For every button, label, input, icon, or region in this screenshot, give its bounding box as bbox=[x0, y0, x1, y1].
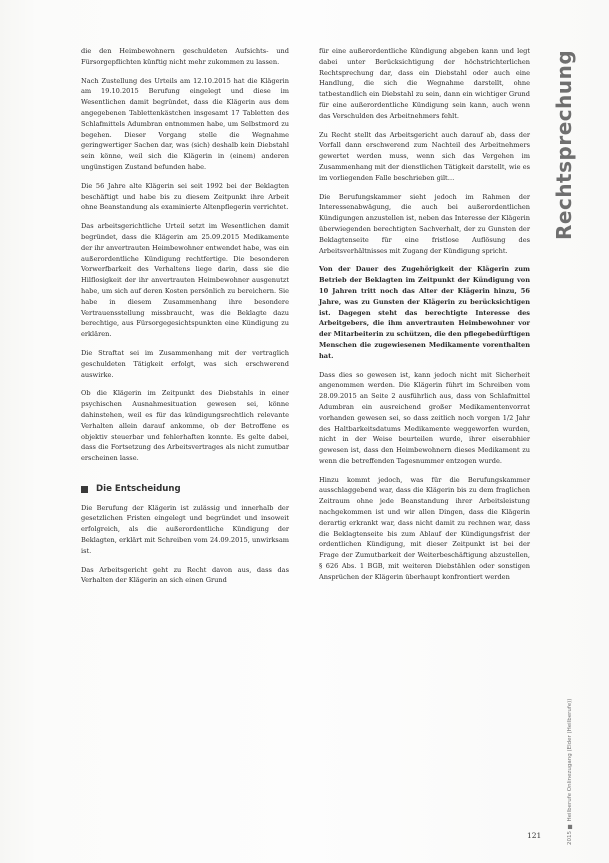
paragraph: für eine außerordentliche Kündigung abgeben kann und legt dabei unter Berücksichtigung der höchstrichterlichen Rechtsprechung dar, dass ein Diebstahl oder auch eine Handlung, die sich die Wegnahme darstellt, ohne tatbestandlich ein Diebstahl zu sein, dann ein wichtiger Grund für eine außerordentliche Kündigung sein kann, auch wenn das Verschulden des Arbeitnehmers fehlt. bbox=[319, 47, 530, 120]
paragraph: Ob die Klägerin im Zeitpunkt des Diebstahls in einer psychischen Ausnahmesituation gewesen sei, könne dahinstehen, weil es für das kündigungsrechtlich relevante Verhalten allein darauf ankomme, ob der Betroffene es objektiv steuerbar und fehlerhaften konnte. Es gelte dabei, dass die Fortsetzung des Arbeitsvertrages als nicht zumutbar erscheinen lasse. bbox=[81, 389, 289, 463]
paragraph: die den Heimbewohnern geschuldeten Aufsichts- und Fürsorgepflichten künftig nicht mehr zukommen zu lassen. bbox=[81, 47, 289, 66]
section-heading bbox=[81, 484, 289, 495]
paragraph: Die 56 Jahre alte Klägerin sei seit 1992 bei der Beklagten beschäftigt und habe bis zu diesem Zeitpunkt ihre Arbeit ohne Beanstandung als examinierte Altenpflegerin verrichtet. bbox=[81, 181, 289, 212]
paragraph: Hinzu kommt jedoch, was für die Berufungskammer ausschlaggebend war, dass die Klägerin bis zu dem fraglichen Zeitraum ohne jede Beanstandung ihrer Arbeitsleistung nachgekommen ist und wir allen Dingen, dass die Klägerin derartig erkrankt war, dass nicht damit zu rechnen war, dass die Beklagtenseite bis zum Ablauf der Kündigungsfrist der ordentlichen Kündigung, mit dieser Zeitpunkt ist bei der Frage der Zumutbarkeit der Weiterbeschäftigung abzustellen, § 626 Abs. 1 BGB, mit weiteren Diebstählen oder sonstigen Ansprüchen der Klägerin überhaupt konfrontiert werden bbox=[319, 475, 530, 581]
left-column bbox=[81, 46, 289, 594]
paragraph: Die Berufung der Klägerin ist zulässig und innerhalb der gesetzlichen Fristen eingelegt und begründet und insoweit erfolgreich, als die außerordentliche Kündigung der Beklagten, erklärt mit Schreiben vom 24.09.2015, unwirksam ist. bbox=[81, 503, 289, 555]
paragraph: Das Arbeitsgericht geht zu Recht davon aus, dass das Verhalten der Klägerin an sich einen Grund bbox=[81, 565, 289, 585]
page-number: 121 bbox=[527, 831, 542, 840]
paragraph: Die Straftat sei im Zusammenhang mit der vertraglich geschuldeten Tätigkeit erfolgt, was sich erschwerend auswirke. bbox=[81, 348, 289, 379]
emphasized-paragraph: Von der Dauer des Zugehörigkeit der Klägerin zum Betrieb der Beklagten im Zeitpunkt der Kündigung von 10 Jahren tritt noch das Alter der Klägerin hinzu, 56 Jahre, was zu Gunsten der Klägerin zu berücksichtigen ist. Dagegen steht das berechtigte Interesse des Arbeitgebers, die ihm anvertrauten Heimbewohner vor der Mitarbeiterin zu schützen, die den pflegebedürftigen Menschen die zugewiesenen Medikamente vorenthalten hat. bbox=[319, 265, 530, 360]
section-label: Rechtsprechung bbox=[552, 49, 576, 240]
paragraph: Dass dies so gewesen ist, kann jedoch nicht mit Sicherheit angenommen werden. Die Klägerin führt im Schreiben vom 28.09.2015 an Seite 2 ausführlich aus, dass von Schlafmittel Adumbran ein ausreichend großer Medikamentenvorrat vorhanden gewesen sei, so dass zeitlich noch vorgen 1/2 Jahr des Haltbarkeitsdatums Medikamente weggeworfen wurden, nicht in der Weise beurteilen wurde, ihrer eiserabhier gewesen ist, dass den Heimbewohnern dieses Medikament zu wenn die betreffenden Tagesnummer entzogen wurde. bbox=[319, 370, 530, 465]
paragraph: Die Berufungskammer sieht jedoch im Rahmen der Interessenabwägung, die auch bei außerordentlichen Kündigungen anzustellen ist, neben das Interesse der Klägerin überwiegenden berechtigten Sachverhalt, der zu Gunsten der Beklagtenseite für eine fristlose Auflösung des Arbeitsverhältnisses mit Zugang der Kündigung spricht. bbox=[319, 192, 530, 255]
paragraph: Zu Recht stellt das Arbeitsgericht auch darauf ab, dass der Vorfall dann erschwerend zum Nachteil des Arbeitnehmers gewertet werden muss, wenn sich das Vergehen im Zusammenhang mit der dienstlichen Tätigkeit darstellt, wie es im vorliegenden Falle beschrieben gilt… bbox=[319, 130, 530, 182]
square-bullet-icon bbox=[81, 486, 88, 493]
paragraph: Nach Zustellung des Urteils am 12.10.2015 hat die Klägerin am 19.10.2015 Berufung eingelegt und diese im Wesentlichen damit begründet, dass die Klägerin aus dem angegebenen Tablettenkästchen insgesamt 17 Tabletten des Schlafmittels Adumbran entnommen habe, um Selbstmord zu begehen. Dieser Vorgang stelle die Wegnahme geringwertiger Sachen dar, was (sich) deshalb kein Diebstahl sein könne, weil sich die Klägerin in (einem) anderen ungünstigen Zustand befunden habe. bbox=[81, 76, 289, 171]
right-column bbox=[319, 46, 530, 591]
paragraph: Das arbeitsgerichtliche Urteil setzt im Wesentlichen damit begründet, dass die Klägerin am 25.09.2015 Medikamente der ihr anvertrauten Heimbewohner entwendet habe, was ein außerordentliche Kündigung rechtfertige. Die besonderen Vorwerfbarkeit des Verhaltens liege darin, dass sie die Hilflosigkeit der ihr anvertrauten Heimbewohner ausgenutzt habe, um sich auf deren Kosten persönlich zu bereichern. Sie habe in diesem Zusammenhang ihre besondere Vertrauensstellung missbraucht, was die Beklagte dazu berechtige, aus Fürsorgegesichtspunkten eine Kündigung zu erklären. bbox=[81, 222, 289, 339]
side-caption: 2015 ■ Heilberufe Onlinezugang (Elder (Heilberufe)) bbox=[567, 698, 573, 845]
section-heading-text: Die Entscheidung bbox=[96, 483, 181, 494]
